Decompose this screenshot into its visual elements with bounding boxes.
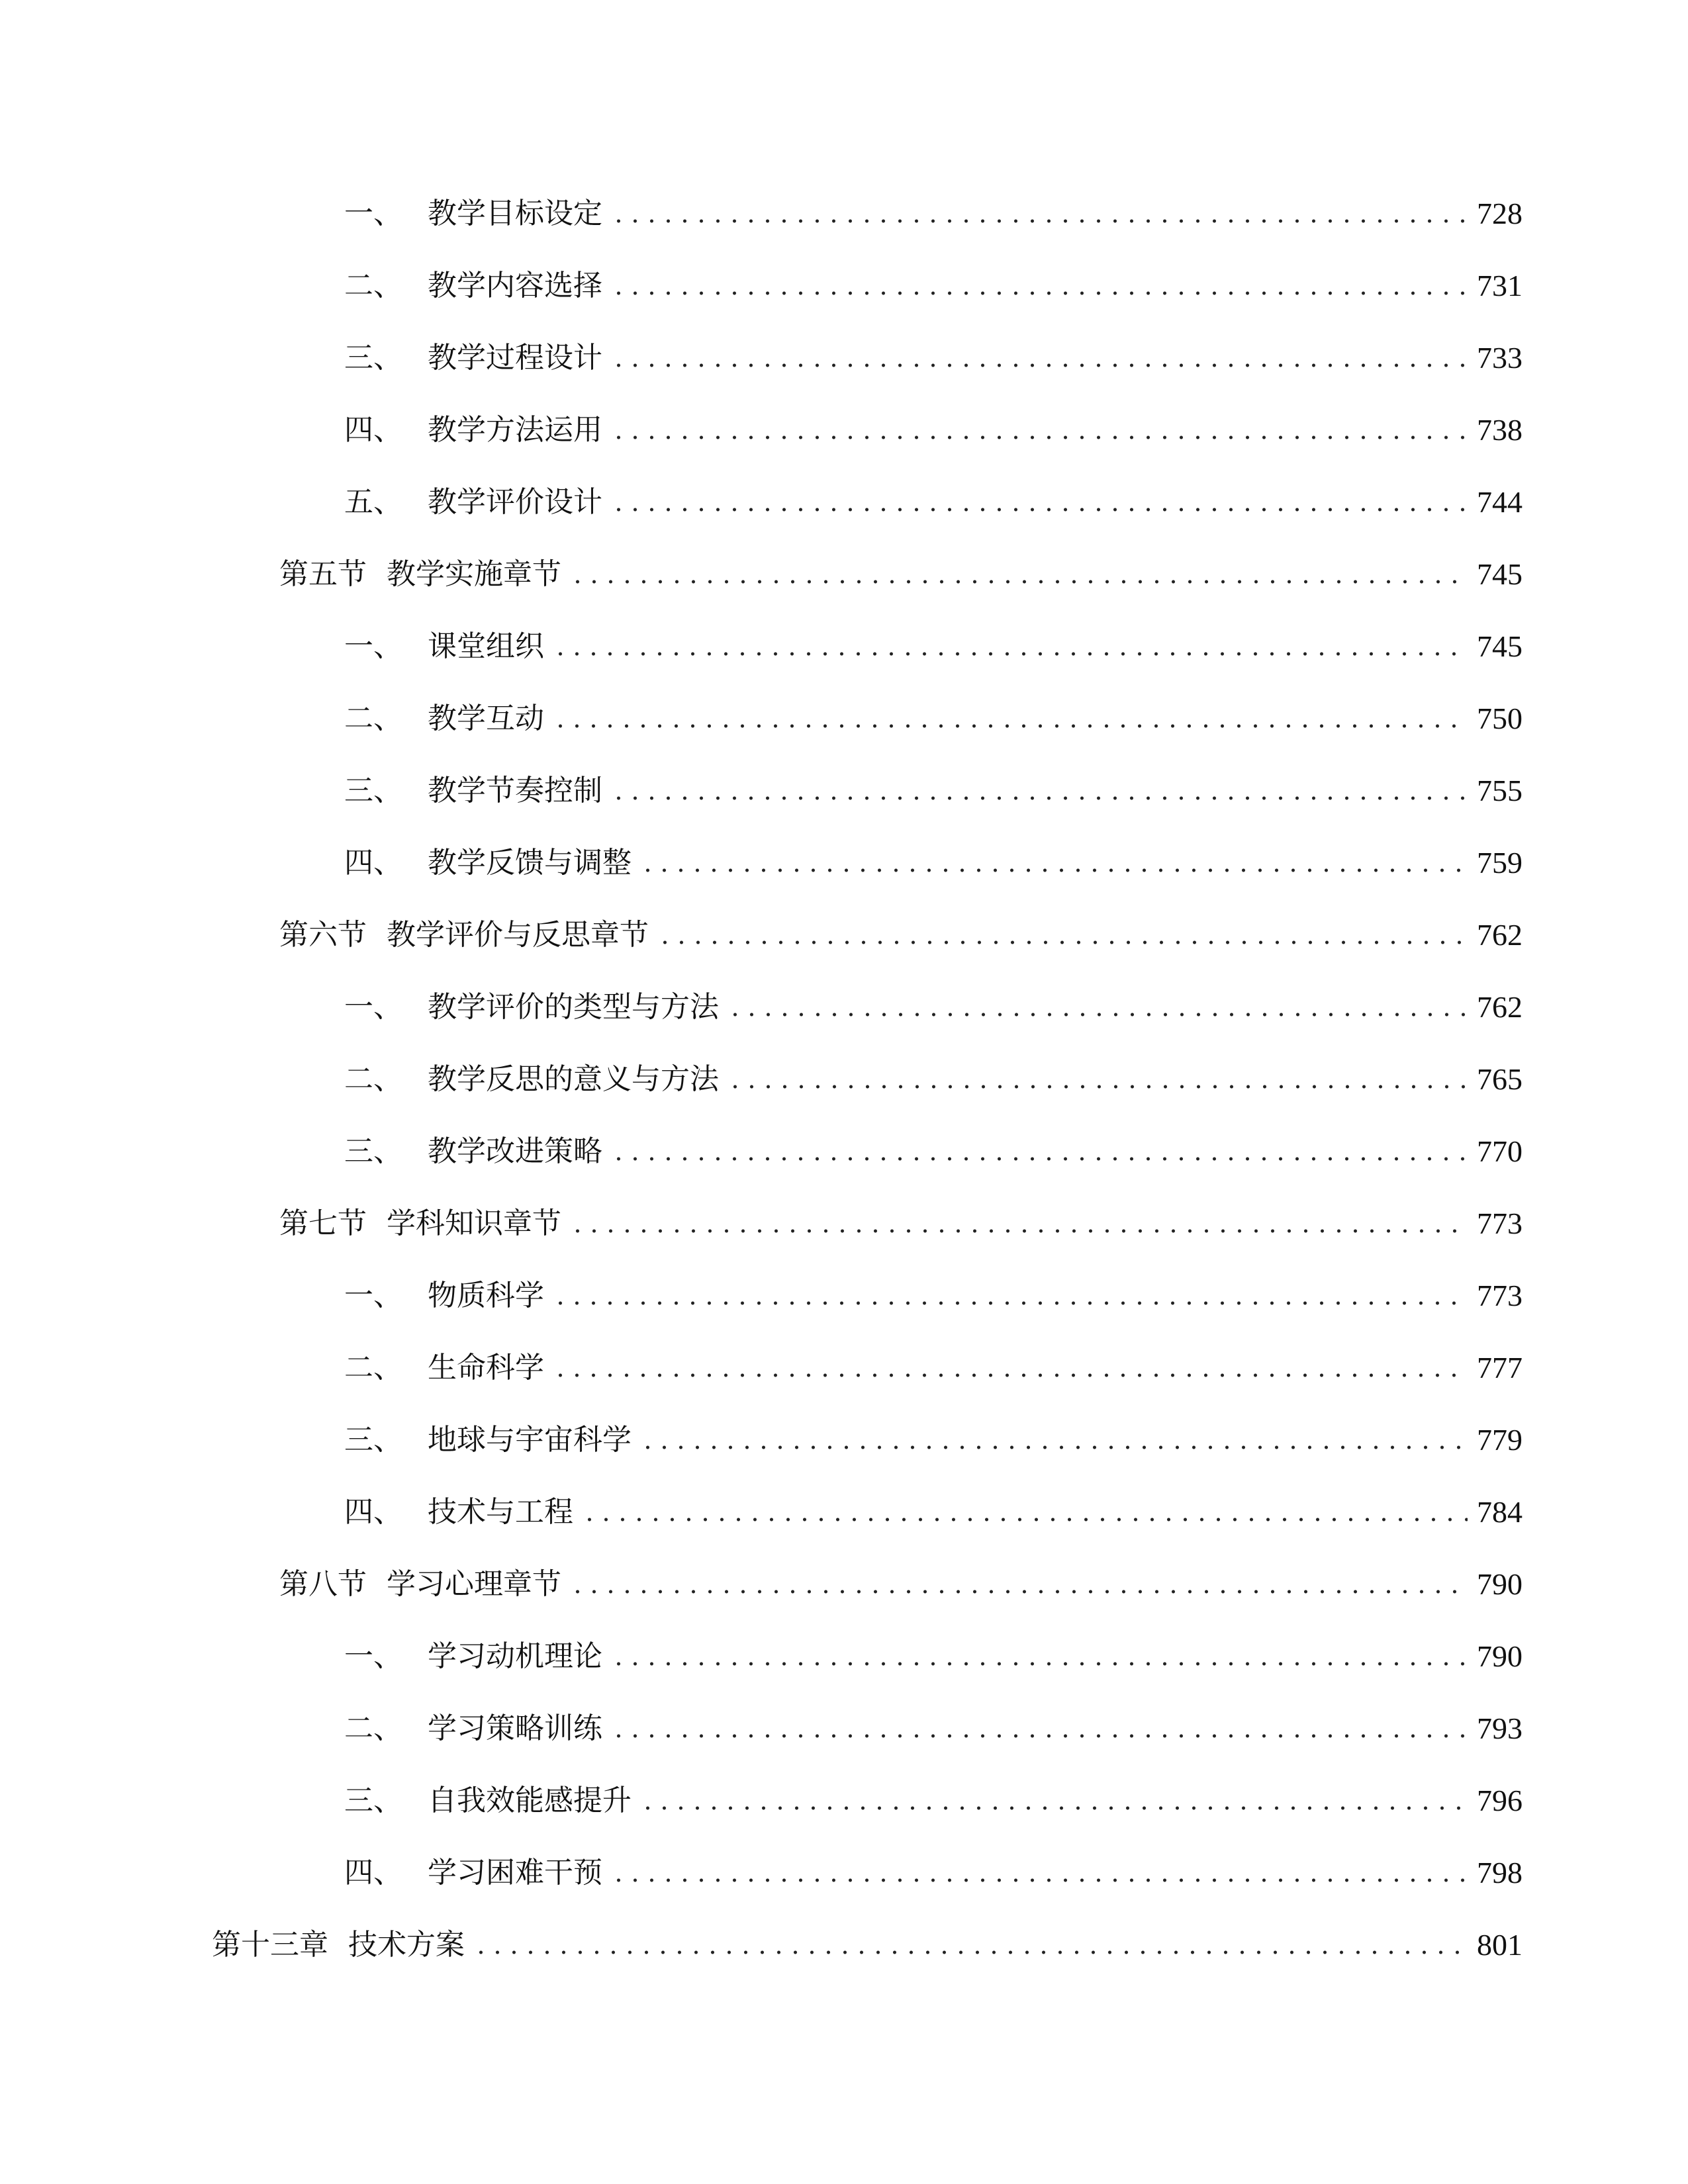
- toc-entry-number: 第七节: [279, 1206, 367, 1240]
- toc-entry-text: [344, 1492, 573, 1532]
- toc-entry-number: 二、: [344, 1062, 402, 1096]
- toc-entry[interactable]: [0, 250, 1688, 322]
- dot-leader: [610, 482, 1468, 522]
- toc-entry-title: 教学节奏控制: [428, 773, 602, 807]
- dot-leader: [569, 1204, 1468, 1244]
- toc-entry-page-number: 798: [1477, 1855, 1523, 1889]
- toc-entry-text: [344, 482, 602, 522]
- toc-entry-text: [344, 1637, 602, 1676]
- toc-entry-number: 第六节: [279, 917, 367, 952]
- toc-entry[interactable]: [0, 754, 1688, 827]
- toc-entry-page-number: 777: [1477, 1350, 1523, 1385]
- toc-entry-title: 教学评价与反思章节: [387, 917, 649, 952]
- toc-entry-number: 三、: [344, 1134, 402, 1168]
- toc-entry-text: [279, 1204, 561, 1244]
- toc-entry-text: [344, 987, 719, 1027]
- toc-entry-title: 教学反思的意义与方法: [428, 1062, 719, 1096]
- toc-entry-number: 二、: [344, 268, 402, 302]
- toc-entry[interactable]: [0, 610, 1688, 682]
- toc-entry-text: [344, 1420, 632, 1460]
- toc-entry-page-number: 733: [1477, 340, 1523, 375]
- toc-entry-page-number: 790: [1477, 1567, 1523, 1601]
- toc-entry-title: 学习策略训练: [428, 1711, 602, 1745]
- toc-entry-number: 四、: [344, 845, 402, 880]
- toc-entry-number: 二、: [344, 1350, 402, 1385]
- toc-entry[interactable]: [0, 1620, 1688, 1692]
- toc-entry-text: [344, 1853, 602, 1893]
- toc-entry[interactable]: [0, 899, 1688, 971]
- toc-entry[interactable]: [0, 538, 1688, 610]
- toc-entry-number: 一、: [344, 989, 402, 1024]
- toc-entry[interactable]: [0, 1764, 1688, 1837]
- dot-leader: [727, 1060, 1468, 1099]
- toc-entry-number: 四、: [344, 1855, 402, 1889]
- toc-entry-number: 二、: [344, 701, 402, 735]
- toc-entry-page-number: 770: [1477, 1134, 1523, 1168]
- dot-leader: [552, 1348, 1468, 1388]
- toc-entry-title: 学习动机理论: [428, 1639, 602, 1673]
- toc-entry[interactable]: [0, 1837, 1688, 1909]
- toc-entry[interactable]: [0, 971, 1688, 1043]
- table-of-contents: [0, 177, 1688, 1981]
- toc-entry-text: [344, 1709, 602, 1749]
- toc-entry-number: 一、: [344, 1278, 402, 1312]
- toc-entry[interactable]: [0, 1909, 1688, 1981]
- toc-entry-title: 教学互动: [428, 701, 544, 735]
- dot-leader: [610, 1709, 1468, 1749]
- toc-entry-text: [279, 1565, 561, 1604]
- dot-leader: [610, 1132, 1468, 1171]
- toc-entry-page-number: 801: [1477, 1927, 1523, 1962]
- toc-entry[interactable]: [0, 1187, 1688, 1259]
- toc-entry-title: 物质科学: [428, 1278, 544, 1312]
- toc-entry-page-number: 765: [1477, 1062, 1523, 1096]
- toc-entry-title: 地球与宇宙科学: [428, 1422, 632, 1457]
- toc-entry-number: 第十三章: [212, 1927, 328, 1962]
- toc-entry-page-number: 790: [1477, 1639, 1523, 1673]
- toc-entry-title: 教学评价设计: [428, 484, 602, 519]
- toc-entry-title: 自我效能感提升: [428, 1783, 632, 1817]
- toc-entry[interactable]: [0, 1476, 1688, 1548]
- dot-leader: [581, 1492, 1468, 1532]
- toc-entry-text: [344, 338, 602, 378]
- toc-entry-number: 五、: [344, 484, 402, 519]
- toc-entry-title: 生命科学: [428, 1350, 544, 1385]
- toc-entry-page-number: 745: [1477, 629, 1523, 663]
- toc-entry-number: 三、: [344, 1783, 402, 1817]
- toc-entry-title: 学习困难干预: [428, 1855, 602, 1889]
- toc-entry[interactable]: [0, 827, 1688, 899]
- toc-entry-title: 课堂组织: [428, 629, 544, 663]
- toc-entry-title: 教学实施章节: [387, 557, 561, 591]
- toc-entry-page-number: 796: [1477, 1783, 1523, 1817]
- toc-entry-title: 教学反馈与调整: [428, 845, 632, 880]
- toc-entry-title: 学科知识章节: [387, 1206, 561, 1240]
- dot-leader: [610, 338, 1468, 378]
- toc-entry[interactable]: [0, 1115, 1688, 1187]
- toc-entry-text: [212, 1925, 465, 1965]
- toc-entry-page-number: 738: [1477, 412, 1523, 447]
- dot-leader: [569, 555, 1468, 594]
- toc-entry-title: 教学内容选择: [428, 268, 602, 302]
- toc-entry-page-number: 762: [1477, 917, 1523, 952]
- dot-leader: [610, 410, 1468, 450]
- toc-entry-page-number: 759: [1477, 845, 1523, 880]
- toc-entry-text: [344, 1781, 632, 1821]
- toc-entry-page-number: 745: [1477, 557, 1523, 591]
- toc-entry-number: 一、: [344, 629, 402, 663]
- toc-entry-page-number: 779: [1477, 1422, 1523, 1457]
- toc-entry-text: [344, 771, 602, 811]
- dot-leader: [639, 843, 1468, 883]
- toc-entry[interactable]: [0, 1332, 1688, 1404]
- toc-entry-text: [344, 266, 602, 306]
- toc-entry-page-number: 750: [1477, 701, 1523, 735]
- toc-entry-number: 二、: [344, 1711, 402, 1745]
- toc-entry-text: [344, 699, 544, 739]
- toc-entry-title: 技术与工程: [428, 1494, 573, 1529]
- toc-entry-text: [344, 1276, 544, 1316]
- toc-entry[interactable]: [0, 466, 1688, 538]
- toc-entry[interactable]: [0, 1404, 1688, 1476]
- toc-entry[interactable]: [0, 1043, 1688, 1115]
- toc-entry-page-number: 728: [1477, 196, 1523, 230]
- toc-entry-number: 一、: [344, 196, 402, 230]
- toc-entry-number: 三、: [344, 773, 402, 807]
- toc-entry-text: [344, 1348, 544, 1388]
- toc-entry-page-number: 744: [1477, 484, 1523, 519]
- toc-entry-number: 第五节: [279, 557, 367, 591]
- dot-leader: [552, 1276, 1468, 1316]
- toc-entry-page-number: 731: [1477, 268, 1523, 302]
- toc-entry-text: [344, 843, 632, 883]
- toc-entry[interactable]: [0, 1692, 1688, 1764]
- toc-entry[interactable]: [0, 1548, 1688, 1620]
- dot-leader: [657, 915, 1468, 955]
- toc-entry[interactable]: [0, 394, 1688, 466]
- toc-entry[interactable]: [0, 322, 1688, 394]
- dot-leader: [473, 1925, 1468, 1965]
- dot-leader: [569, 1565, 1468, 1604]
- toc-entry-number: 三、: [344, 340, 402, 375]
- toc-entry-page-number: 784: [1477, 1494, 1523, 1529]
- toc-entry[interactable]: [0, 682, 1688, 754]
- toc-entry[interactable]: [0, 1259, 1688, 1332]
- dot-leader: [610, 771, 1468, 811]
- dot-leader: [610, 194, 1468, 234]
- toc-entry-number: 一、: [344, 1639, 402, 1673]
- toc-entry-text: [279, 555, 561, 594]
- dot-leader: [610, 266, 1468, 306]
- dot-leader: [610, 1637, 1468, 1676]
- toc-entry-title: 教学评价的类型与方法: [428, 989, 719, 1024]
- toc-entry-title: 教学目标设定: [428, 196, 602, 230]
- toc-entry-number: 四、: [344, 1494, 402, 1529]
- toc-entry-text: [344, 627, 544, 666]
- dot-leader: [639, 1420, 1468, 1460]
- toc-entry-number: 三、: [344, 1422, 402, 1457]
- dot-leader: [552, 627, 1468, 666]
- toc-entry-text: [344, 1060, 719, 1099]
- toc-entry-text: [344, 410, 602, 450]
- toc-entry-number: 第八节: [279, 1567, 367, 1601]
- toc-entry-page-number: 762: [1477, 989, 1523, 1024]
- toc-entry-page-number: 755: [1477, 773, 1523, 807]
- dot-leader: [552, 699, 1468, 739]
- toc-entry-title: 教学方法运用: [428, 412, 602, 447]
- dot-leader: [639, 1781, 1468, 1821]
- toc-entry-text: [344, 194, 602, 234]
- toc-entry-page-number: 773: [1477, 1278, 1523, 1312]
- toc-entry-title: 学习心理章节: [387, 1567, 561, 1601]
- dot-leader: [727, 987, 1468, 1027]
- toc-entry-page-number: 773: [1477, 1206, 1523, 1240]
- toc-entry-text: [344, 1132, 602, 1171]
- toc-entry-title: 技术方案: [348, 1927, 465, 1962]
- toc-entry-text: [279, 915, 649, 955]
- dot-leader: [610, 1853, 1468, 1893]
- toc-entry-number: 四、: [344, 412, 402, 447]
- toc-entry-page-number: 793: [1477, 1711, 1523, 1745]
- toc-entry[interactable]: [0, 177, 1688, 250]
- toc-entry-title: 教学过程设计: [428, 340, 602, 375]
- toc-entry-title: 教学改进策略: [428, 1134, 602, 1168]
